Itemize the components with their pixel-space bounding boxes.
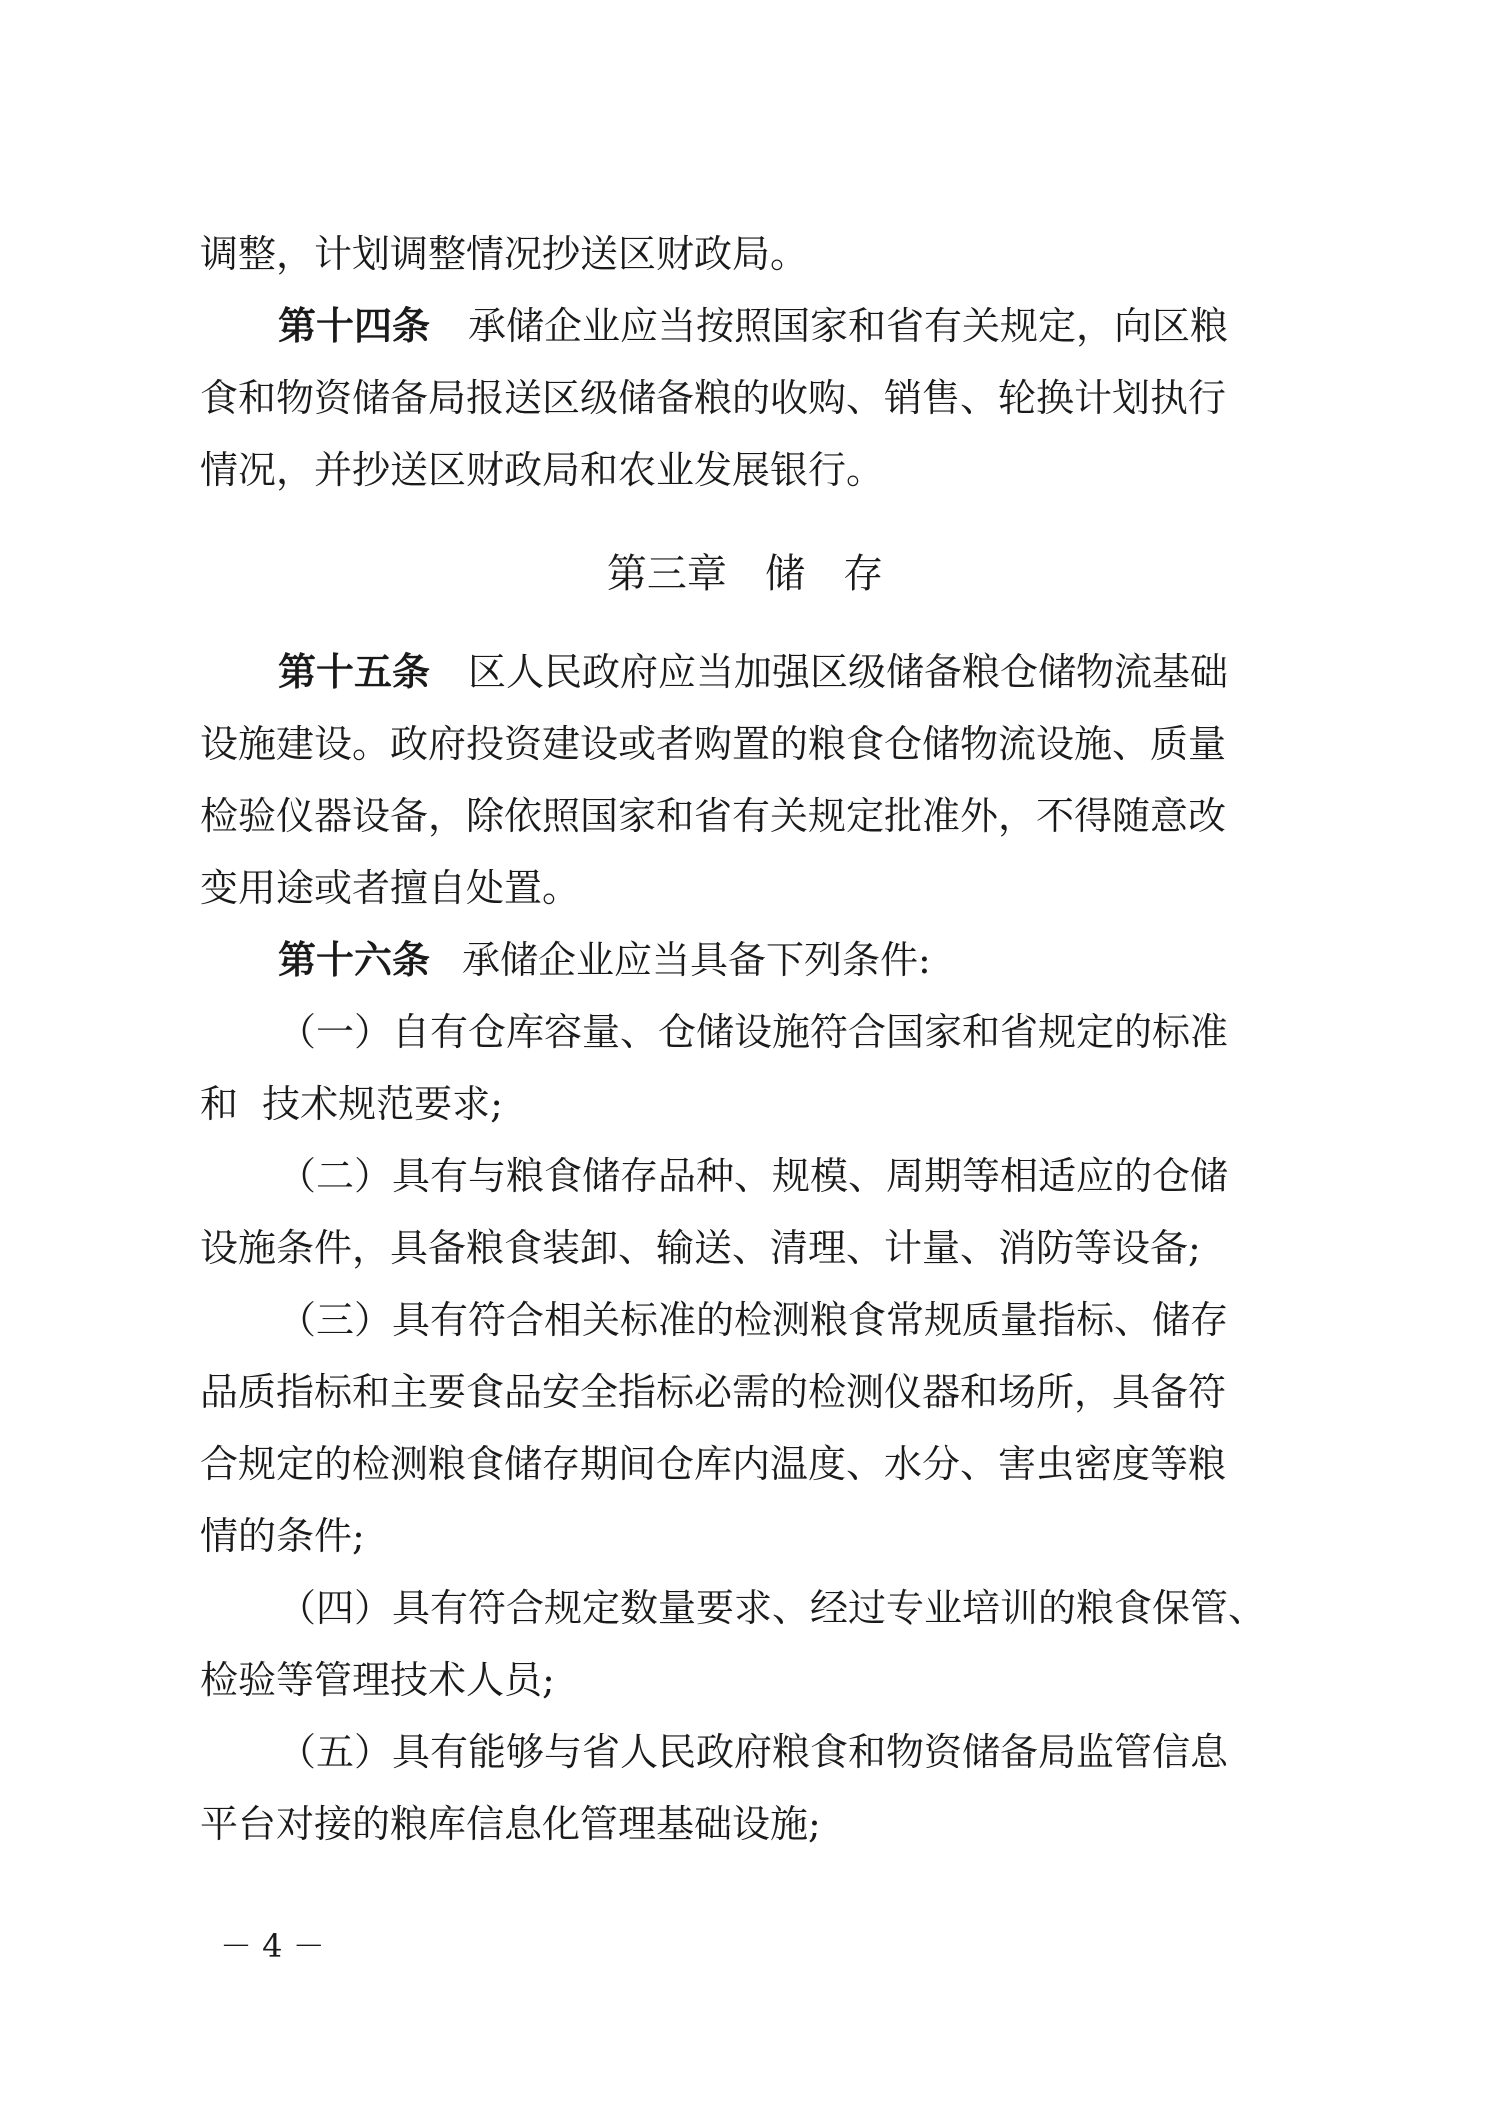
article-16-line: 第十六条 承储企业应当具备下列条件: [278, 937, 931, 982]
article-14-line: 第十四条 承储企业应当按照国家和省有关规定，向区粮 [278, 303, 1229, 348]
text-line: 设施条件，具备粮食装卸、输送、清理、计量、消防等设备; [200, 1226, 1201, 1270]
text-line: 设施建设。政府投资建设或者购置的粮食仓储物流设施、质量 [200, 722, 1227, 766]
article-16-title: 第十六条 [278, 937, 431, 982]
article-14-title: 第十四条 [278, 303, 431, 348]
text-line: 品质指标和主要食品安全指标必需的检测仪器和场所，具备符 [200, 1370, 1227, 1414]
text-line: 情的条件; [200, 1514, 365, 1558]
list-item: （二）具有与粮食储存品种、规模、周期等相适应的仓储 [278, 1154, 1229, 1198]
page-number: － 4 － [220, 1927, 325, 1965]
text-line: 检验等管理技术人员; [200, 1658, 555, 1702]
list-item: （一）自有仓库容量、仓储设施符合国家和省规定的标准 [278, 1010, 1229, 1054]
text-line: 调整，计划调整情况抄送区财政局。 [200, 232, 809, 276]
text-line: 和 技术规范要求; [200, 1082, 503, 1126]
list-item: （三）具有符合相关标准的检测粮食常规质量指标、储存 [278, 1298, 1229, 1342]
text-line: 食和物资储备局报送区级储备粮的收购、销售、轮换计划执行 [200, 376, 1227, 420]
text-line: 变用途或者擅自处置。 [200, 866, 581, 910]
text-line: 平台对接的粮库信息化管理基础设施; [200, 1802, 821, 1846]
text-line: 检验仪器设备，除依照国家和省有关规定批准外，不得随意改 [200, 794, 1227, 838]
list-item: （五）具有能够与省人民政府粮食和物资储备局监管信息 [278, 1730, 1229, 1774]
text-line: 合规定的检测粮食储存期间仓库内温度、水分、害虫密度等粮 [200, 1442, 1227, 1486]
list-item: （四）具有符合规定数量要求、经过专业培训的粮食保管、 [278, 1586, 1267, 1630]
article-15-title: 第十五条 [278, 649, 431, 694]
article-15-line: 第十五条 区人民政府应当加强区级储备粮仓储物流基础 [278, 649, 1229, 694]
text-line: 情况，并抄送区财政局和农业发展银行。 [200, 448, 885, 492]
chapter-heading: 第三章 储 存 [606, 551, 884, 597]
